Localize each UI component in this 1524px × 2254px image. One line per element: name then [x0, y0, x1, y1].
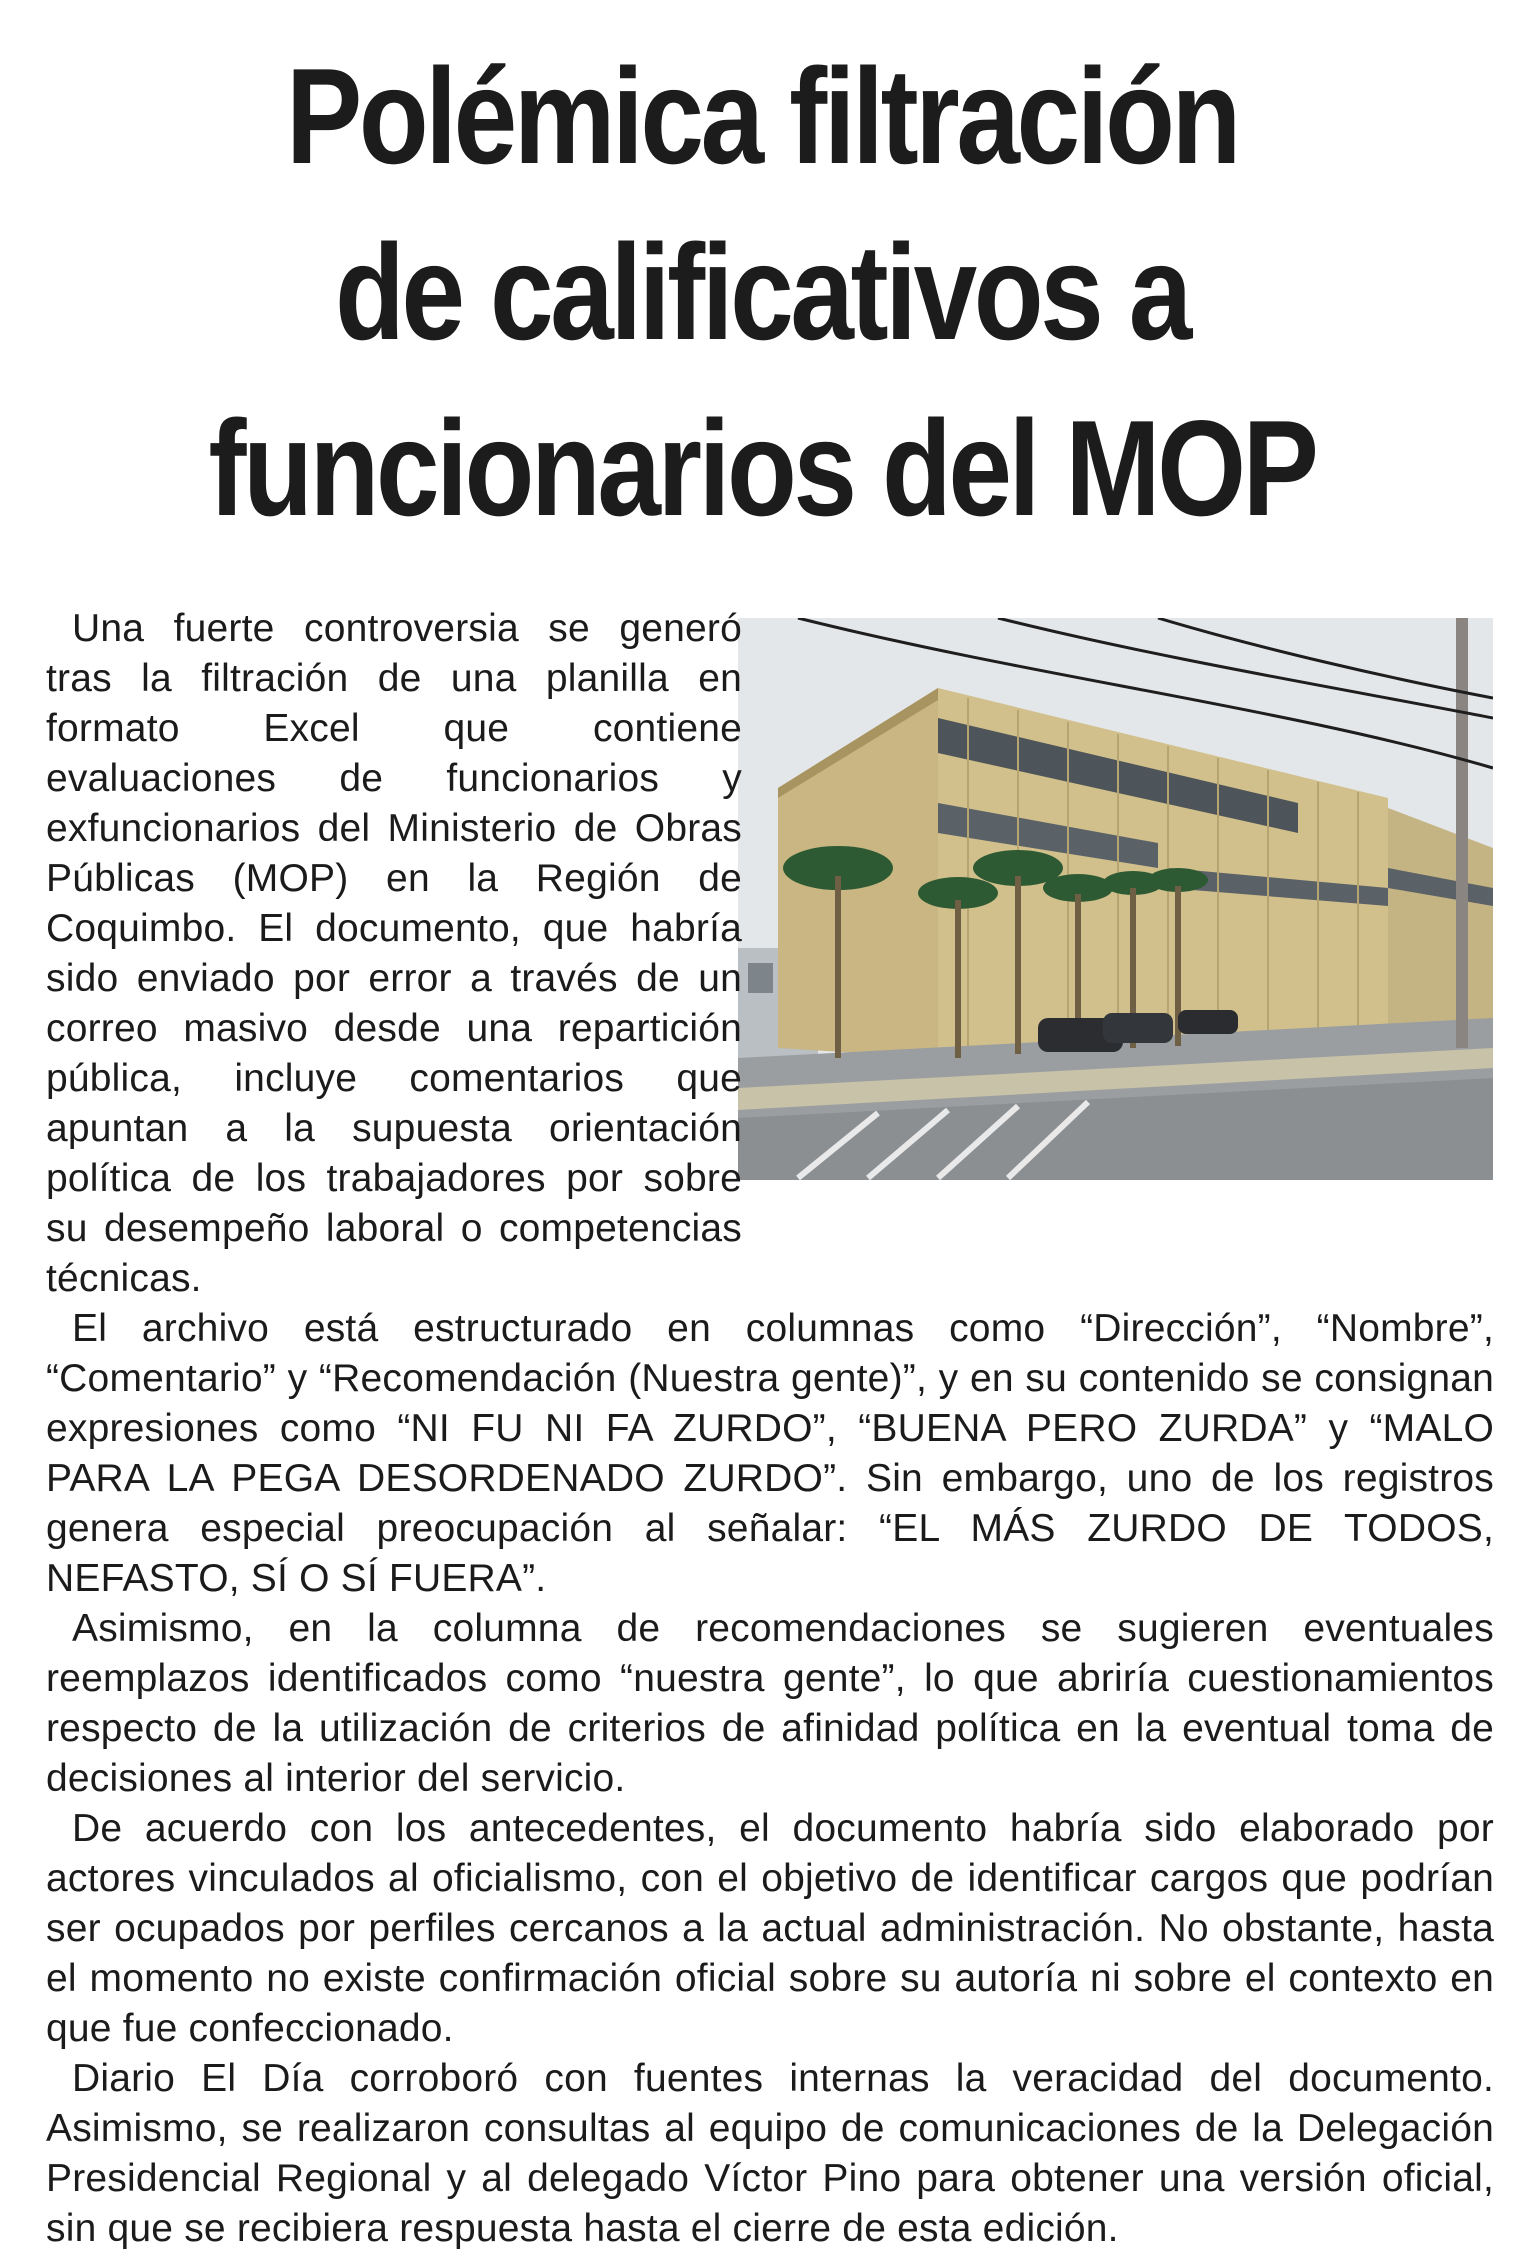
- headline-line-3: funcionarios del MOP: [208, 392, 1316, 544]
- paragraph-4: De acuerdo con los antecedentes, el documento habría sido elaborado por actores vinculados al oficialismo, con el objetivo de identificar cargos que podrían ser ocupados por perfiles cercanos a la actual administración. No obstante, hasta el momento no existe confirmación oficial sobre su autoría ni sobre el contexto en que fue confeccionado.: [46, 1807, 1494, 2050]
- paragraph-1: Una fuerte controversia se generó tras la filtración de una planilla en formato Excel que contiene evaluaciones de funcionarios y exfuncionarios del Ministerio de Obras Públicas (MOP) en la Región de Coquimbo. El documento, que habría sido enviado por error a través de un correo masivo desde una repartición pública, incluye comentarios que apuntan a la supuesta orientación política de los trabajadores por sobre su desempeño laboral o competencias técnicas.: [46, 607, 742, 1300]
- headline-line-2: de calificativos a: [335, 216, 1189, 368]
- photo-spacer: [766, 616, 1494, 1230]
- headline-line-1: Polémica filtración: [286, 40, 1238, 192]
- paragraph-3: Asimismo, en la columna de recomendaciones se sugieren eventuales reemplazos identificados como “nuestra gente”, lo que abriría cuestionamientos respecto de la utilización de criterios de afinidad política en la eventual toma de decisiones al interior del servicio.: [46, 1607, 1494, 1800]
- headline: [122, 28, 1402, 556]
- article-body: [46, 604, 1494, 2254]
- paragraph-5: Diario El Día corroboró con fuentes internas la veracidad del documento. Asimismo, se realizaron consultas al equipo de comunicaciones de la Delegación Presidencial Regional y al delegado Víctor Pino para obtener una versión oficial, sin que se recibiera respuesta hasta el cierre de esta edición.: [46, 2057, 1494, 2250]
- paragraph-2: El archivo está estructurado en columnas como “Dirección”, “Nombre”, “Comentario” y “Recomendación (Nuestra gente)”, y en su contenido se consignan expresiones como “NI FU NI FA ZURDO”, “BUENA PERO ZURDA” y “MALO PARA LA PEGA DESORDENADO ZURDO”. Sin embargo, uno de los registros genera especial preocupación al señalar: “EL MÁS ZURDO DE TODOS, NEFASTO, SÍ O SÍ FUERA”.: [46, 1307, 1494, 1600]
